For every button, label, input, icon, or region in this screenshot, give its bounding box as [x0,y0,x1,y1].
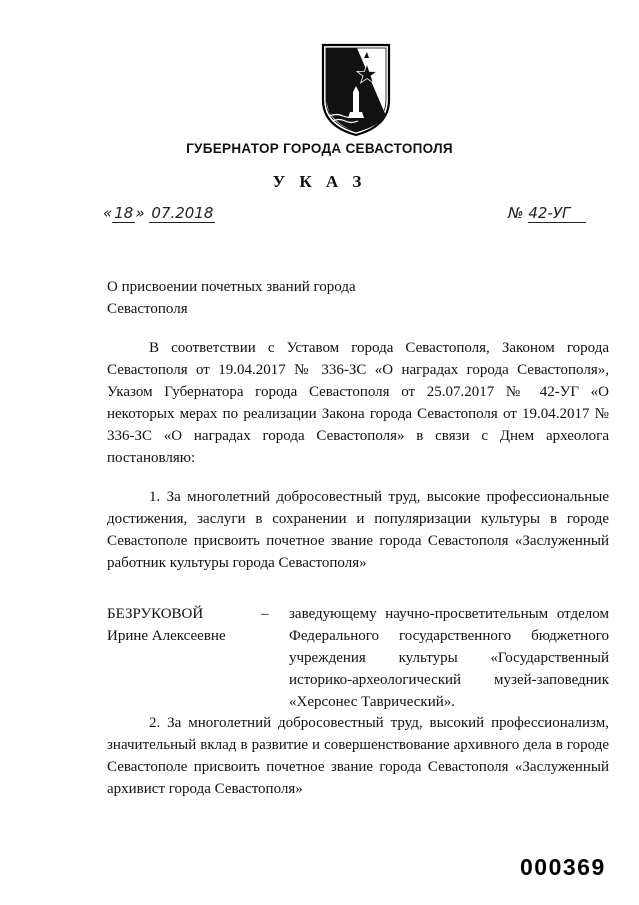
awardee-dash: – [261,606,269,622]
item-1-paragraph: 1. За многолетний добросовестный труд, высокие профессиональные достижения, заслуги в сохранении и популяризации культуры в городе Севастополе присвоить почетное звание города Севастополя «Заслуженный работник культуры города Севастополя» [107,489,609,571]
issuing-authority: ГУБЕРНАТОР ГОРОДА СЕВАСТОПОЛЯ [186,141,453,156]
serial-number: 000369 [520,854,606,880]
date-day: 18 [114,204,134,222]
document-type-title: У К А З [272,172,367,191]
awardee-name [107,603,257,647]
awardee-position: заведующему научно-просветительным отделом Федерального государственного бюджетного учреждения культуры «Государственный историко-археологический музей-заповедник «Херсонес Таврический». [289,606,609,710]
decree-number [508,204,586,223]
decree-date [103,204,215,222]
decree-subject: О присвоении почетных званий города Севастополя [107,279,356,317]
number-value: 42-УГ [528,204,586,223]
awardee-given-names: Ирине Алексеевне [107,628,226,644]
preamble-paragraph: В соответствии с Уставом города Севастополя, Законом города Севастополя от 19.04.2017 № 336-ЗС «О наградах города Севастополя», Указом Губернатора города Севастополя от 25.07.2017 № 42-УГ «О некоторых мерах по реализации Закона города Севастополя от 19.04.2017 № 336-ЗС «О наградах города Севастополя» в связи с Днем археолога постановляю: [107,340,609,466]
date-open-quote: « [103,204,113,222]
number-sign: № [508,204,524,222]
date-month-year: 07.2018 [151,204,214,222]
item-2-paragraph: 2. За многолетний добросовестный труд, высокий профессионализм, значительный вклад в развитие и совершенствование архивного дела в городе Севастополе присвоить почетное звание города Севастополя «Заслуженный архивист города Севастополя» [107,715,609,797]
coat-of-arms-icon [317,42,395,137]
awardee-surname: БЕЗРУКОВОЙ [107,606,204,622]
date-close-quote: » [135,204,145,222]
